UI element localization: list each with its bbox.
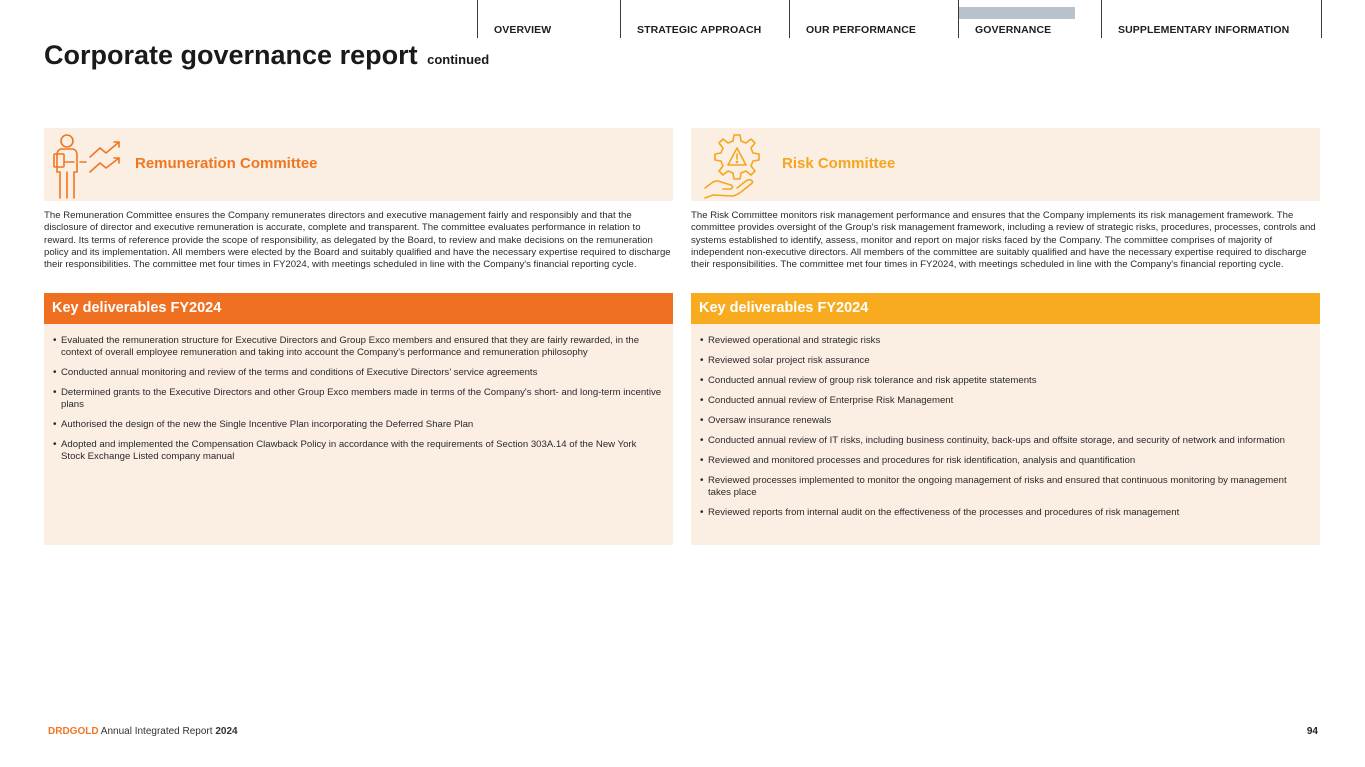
- list-item: [700, 415, 1310, 427]
- list-item-text: Reviewed operational and strategic risks: [708, 335, 881, 346]
- risk-committee-title: Risk Committee: [782, 155, 896, 172]
- tab-our-performance[interactable]: OUR PERFORMANCE: [789, 0, 958, 38]
- remuneration-committee-header: [44, 128, 673, 201]
- active-tab-indicator: [959, 7, 1075, 19]
- top-navigation: [477, 0, 1322, 38]
- list-item-text: Reviewed solar project risk assurance: [708, 355, 870, 366]
- list-item: [700, 455, 1310, 467]
- list-item: [700, 395, 1310, 407]
- footer-report-name: Annual Integrated Report: [100, 726, 213, 737]
- page-title: [44, 40, 489, 71]
- list-item: [53, 419, 663, 431]
- list-item-text: Determined grants to the Executive Directors and other Group Exco members made in terms of the Company's short- and long-term incentive plans: [61, 387, 662, 410]
- bullet-icon: •: [53, 387, 57, 398]
- list-item-text: Adopted and implemented the Compensation Clawback Policy in accordance with the requirements of Section 303A.14 of the New York Stock Exchange Listed company manual: [61, 439, 637, 462]
- list-item-text: Evaluated the remuneration structure for Executive Directors and Group Exco members and ensured that they are fairly rewarded, in the context of overall employee remuneration and taking into account the Company’s performance and remuneration philosophy: [61, 335, 640, 358]
- remuneration-committee-title: Remuneration Committee: [135, 155, 318, 172]
- list-item-text: Oversaw insurance renewals: [708, 415, 832, 426]
- list-item: [53, 439, 663, 463]
- remuneration-deliverables-list: [53, 335, 663, 463]
- bullet-icon: •: [700, 395, 704, 406]
- risk-committee-panel: [691, 128, 1320, 545]
- bullet-icon: •: [700, 455, 704, 466]
- footer: [48, 726, 238, 737]
- bullet-icon: •: [53, 439, 57, 450]
- bullet-icon: •: [700, 355, 704, 366]
- footer-year: 2024: [215, 726, 238, 737]
- tab-strategic-approach[interactable]: STRATEGIC APPROACH: [620, 0, 789, 38]
- list-item: [53, 367, 663, 379]
- remuneration-deliverables-heading: Key deliverables FY2024: [44, 293, 673, 324]
- list-item-text: Reviewed reports from internal audit on the effectiveness of the processes and procedures of risk management: [708, 507, 1180, 518]
- tab-overview[interactable]: OVERVIEW: [477, 0, 620, 38]
- bullet-icon: •: [53, 335, 57, 346]
- page-title-suffix: continued: [427, 52, 490, 67]
- list-item: [700, 335, 1310, 347]
- person-growth-chart-icon: [52, 132, 128, 202]
- list-item: [53, 335, 663, 359]
- bullet-icon: •: [700, 475, 704, 486]
- tab-governance-label: GOVERNANCE: [975, 24, 1052, 36]
- list-item-text: Reviewed and monitored processes and procedures for risk identification, analysis and quantification: [708, 455, 1136, 466]
- remuneration-committee-panel: [44, 128, 673, 545]
- list-item-text: Conducted annual review of Enterprise Risk Management: [708, 395, 954, 406]
- bullet-icon: •: [53, 367, 57, 378]
- bullet-icon: •: [700, 435, 704, 446]
- risk-committee-header: [691, 128, 1320, 201]
- list-item-text: Conducted annual review of group risk tolerance and risk appetite statements: [708, 375, 1037, 386]
- list-item: [700, 355, 1310, 367]
- page-number: 94: [1306, 726, 1318, 737]
- bullet-icon: •: [700, 415, 704, 426]
- remuneration-deliverables: [44, 324, 673, 545]
- risk-deliverables: [691, 324, 1320, 545]
- tab-governance[interactable]: [958, 0, 1101, 38]
- list-item: [53, 387, 663, 411]
- gear-warning-hand-icon: [699, 132, 775, 202]
- risk-deliverables-heading: Key deliverables FY2024: [691, 293, 1320, 324]
- page-title-text: Corporate governance report: [44, 40, 418, 70]
- bullet-icon: •: [700, 375, 704, 386]
- list-item-text: Conducted annual review of IT risks, including business continuity, back-ups and offsite storage, and security of network and information: [708, 435, 1286, 446]
- list-item: [700, 507, 1310, 519]
- risk-deliverables-list: [700, 335, 1310, 519]
- risk-intro: The Risk Committee monitors risk management performance and ensures that the Company implements its risk management framework. The committee provides oversight of the Group's risk management framework, including a review of strategic risks, procedures, processes, controls and systems established to identify, assess, monitor and report on major risks faced by the Company. The committee comprises of majority of independent non-executive directors. All members of the committee are suitably qualified and have the necessary expertise required to discharge their responsibilities. The committee met four times in FY2024, with meetings scheduled in line with the Company's financial reporting cycle.: [691, 210, 1316, 271]
- tab-supplementary-information[interactable]: SUPPLEMENTARY INFORMATION: [1101, 0, 1322, 38]
- bullet-icon: •: [53, 419, 57, 430]
- bullet-icon: •: [700, 335, 704, 346]
- list-item: [700, 375, 1310, 387]
- footer-brand: DRDGOLD: [48, 726, 99, 737]
- list-item-text: Conducted annual monitoring and review of the terms and conditions of Executive Directors’ service agreements: [61, 367, 538, 378]
- remuneration-intro: The Remuneration Committee ensures the Company remunerates directors and executive management fairly and responsibly and that the disclosure of director and executive remuneration is accurate, complete and transparent. The committee evaluates performance in relation to reward. Its terms of reference provide the scope of responsibility, as delegated by the Board, to review and make decisions on the remuneration policy and its implementation. All members were elected by the Board and suitably qualified and have the necessary expertise required to discharge their responsibilities. The committee met four times in FY2024, with meetings scheduled in line with the Company's financial reporting cycle.: [44, 210, 671, 271]
- list-item-text: Authorised the design of the new the Single Incentive Plan incorporating the Deferred Share Plan: [61, 419, 474, 430]
- list-item: [700, 475, 1310, 499]
- list-item: [700, 435, 1310, 447]
- list-item-text: Reviewed processes implemented to monitor the ongoing management of risks and ensured that continuous monitoring by management takes place: [708, 475, 1287, 498]
- bullet-icon: •: [700, 507, 704, 518]
